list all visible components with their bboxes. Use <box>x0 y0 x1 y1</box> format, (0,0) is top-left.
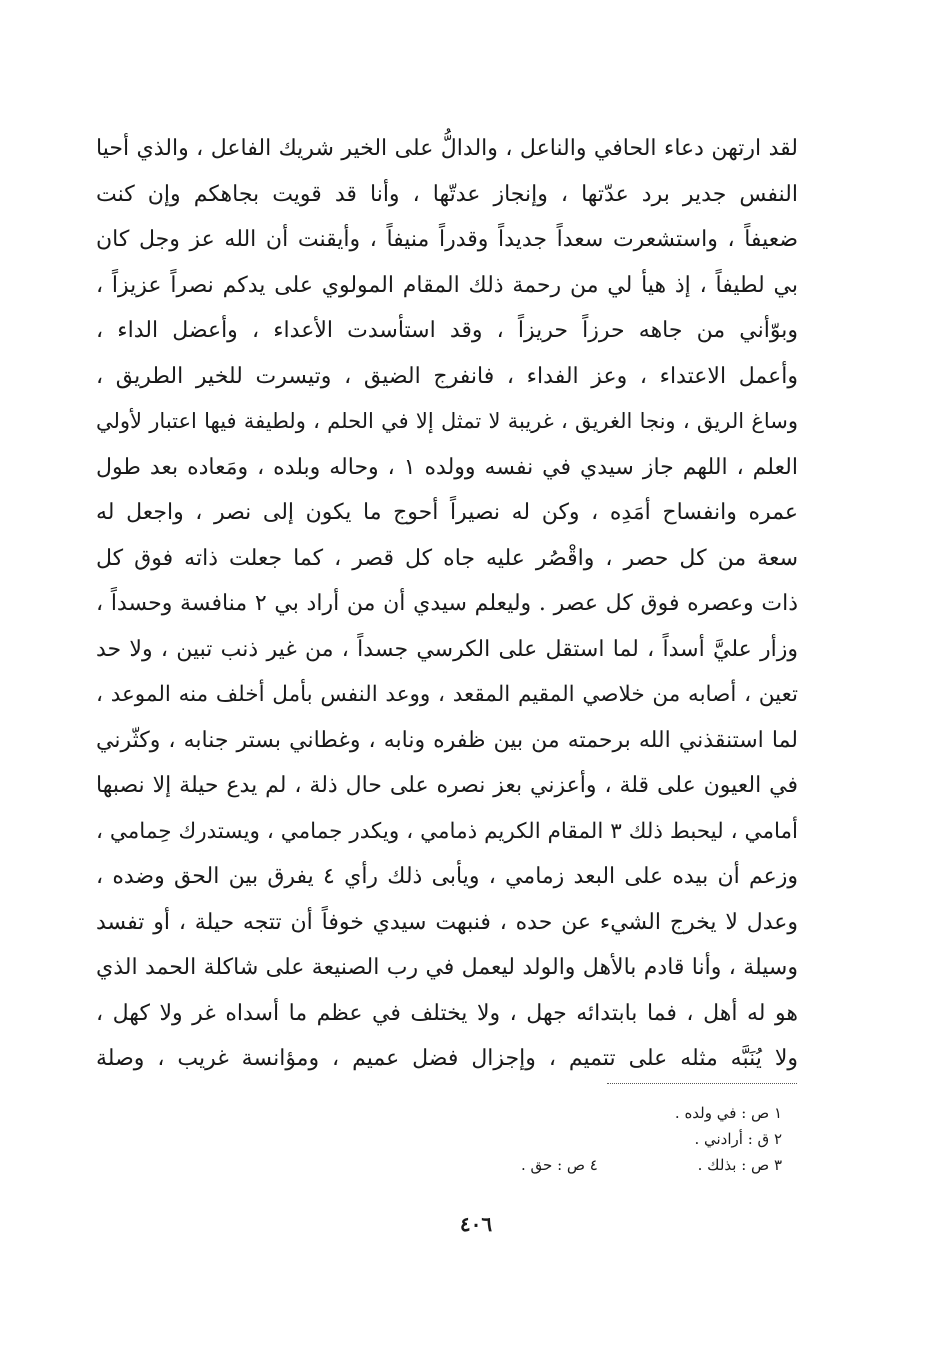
text-line: لما استنقذني الله برحمته من بين ظفره ونابه ، وغطاني بستر جنابه ، وكثّرني <box>96 727 798 753</box>
text-line: وعدل لا يخرج الشيء عن حده ، فنبهت سيدي خوفاً أن تتجه حيلة ، أو تفسد <box>96 909 798 935</box>
text-line: ضعيفاً ، واستشعرت سعداً جديداً وقدراً منيفاً ، وأيقنت أن الله عز وجل كان <box>96 227 798 252</box>
text-line: العلم ، اللهم جاز سيدي في نفسه وولده ١ ، وحاله وبلده ، ومَعاده بعد طول <box>96 454 798 480</box>
text-line: النفس جدير برد عدّتها ، وإنجاز عدتّها ، وأنا قد قويت بجاهكم وإن كنت <box>96 181 798 207</box>
text-line: وأعمل الاعتداء ، وعز الفداء ، فانفرج الضيق ، وتيسرت للخير الطريق ، <box>96 363 798 389</box>
text-line: بي لطيفاً ، إذ هيأ لي من رحمة ذلك المقام المولوي على يدكم نصراً عزيزاً ، <box>96 272 798 298</box>
text-line: أمامي ، ليحبط ذلك ٣ المقام الكريم ذمامي ، ويكدر جمامي ، ويستدرك حِمامي ، <box>96 818 798 844</box>
footnote-4: ٤ ص : حق . <box>520 1156 598 1174</box>
footnote-1: ١ ص : في ولده . <box>674 1104 782 1122</box>
text-line: وزعم أن بيده على البعد زمامي ، ويأبى ذلك رأي ٤ يفرق بين الحق وضده ، <box>96 864 798 889</box>
text-line: هو له أهل ، فما بابتدائه جهل ، ولا يختلف في عظم ما أسداه غر ولا كهل ، <box>96 1000 798 1026</box>
footnotes <box>521 1100 782 1178</box>
text-line: ذات وعصره فوق كل عصر . وليعلم سيدي أن من أراد بي ٢ منافسة وحسداً ، <box>96 591 798 616</box>
text-line: ولا يُنَبَّه مثله على تتميم ، وإجزال فضل عميم ، ومؤانسة غريب ، وصلة <box>96 1046 798 1071</box>
main-text-block <box>96 126 798 1082</box>
footnote-row-3 <box>521 1152 782 1178</box>
text-line: وبوّأني من جاهه حرزاً حريزاً ، وقد استأسدت الأعداء ، وأعضل الداء ، <box>96 318 798 343</box>
footnote-2: ٢ ق : أرادني . <box>694 1130 782 1148</box>
text-line: عمره وانفساح أمَدِه ، وكن له نصيراً أحوج ما يكون إلى نصر ، واجعل له <box>96 500 798 525</box>
text-line: سعة من كل حصر ، واقْصُر عليه جاه كل قصر ، كما جعلت ذاته فوق كل <box>96 545 798 571</box>
footnote-separator <box>607 1083 797 1084</box>
page-number: ٤٠٦ <box>459 1212 493 1236</box>
footnote-3: ٣ ص : بذلك . <box>697 1156 782 1174</box>
text-line: في العيون على قلة ، وأعزني بعز نصره على حال ذلة ، لم يدع حيلة إلا نصبها <box>96 773 798 798</box>
text-line: تعين ، أصابه من خلاصي المقيم المقعد ، ووعد النفس بأمل أخلف منه الموعد ، <box>96 682 798 707</box>
text-line: لقد ارتهن دعاء الحافي والناعل ، والدالُّ على الخير شريك الفاعل ، والذي أحيا <box>96 136 798 161</box>
text-line: وسيلة ، وأنا قادم بالأهل والولد ليعمل في رب الصنيعة على شاكلة الحمد الذي <box>96 955 798 980</box>
text-line: وساغ الريق ، ونجا الغريق ، غريبة لا تمثل إلا في الحلم ، ولطيفة فيها اعتبار لأولي <box>96 409 798 433</box>
text-line: وزأر عليَّ أسداً ، لما استقل على الكرسي جسداً ، من غير ذنب تبين ، ولا حد <box>96 636 798 662</box>
